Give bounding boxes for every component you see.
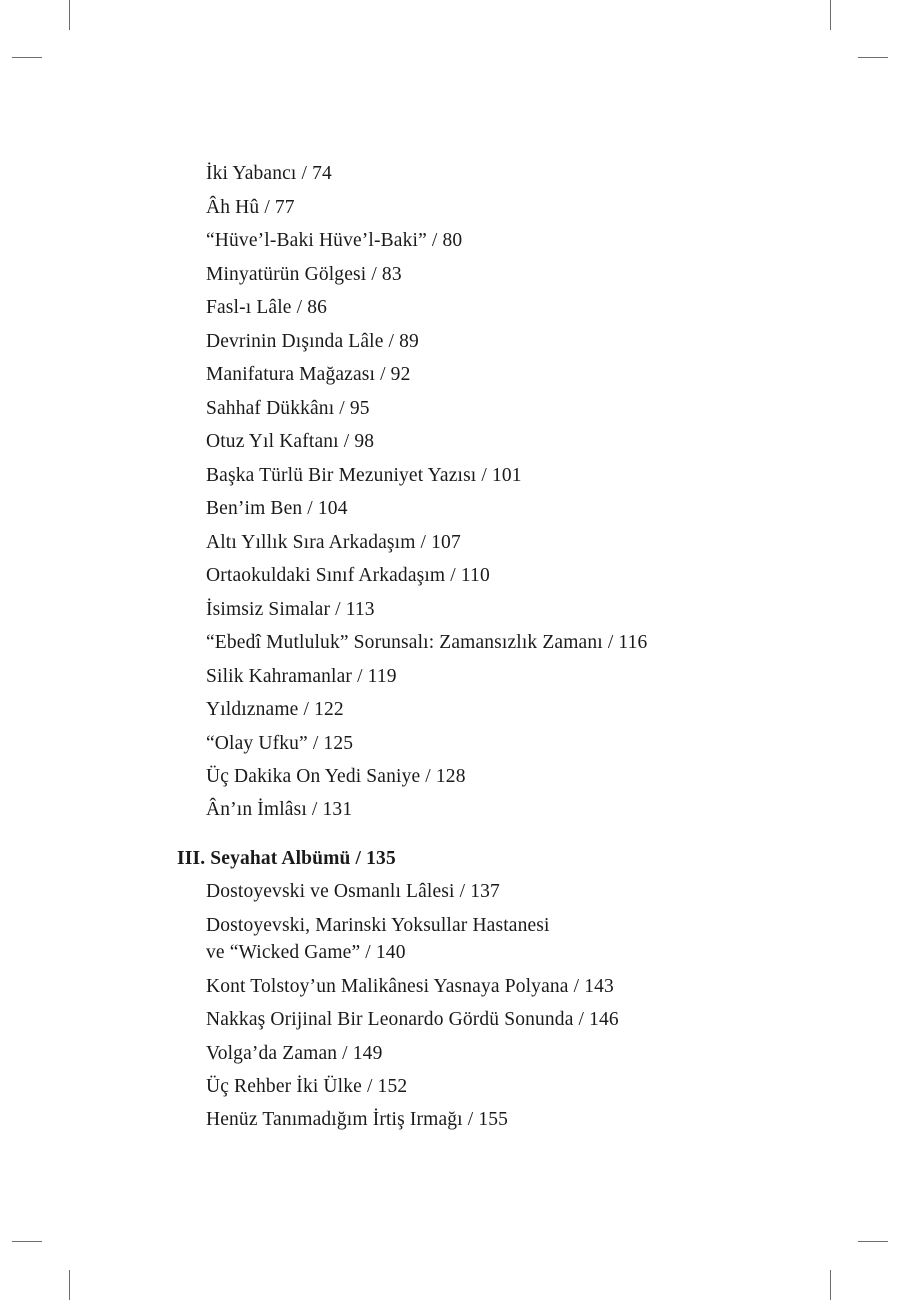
toc-entry: “Hüve’l-Baki Hüve’l-Baki” / 80 [206,230,463,251]
toc-entry: Volga’da Zaman / 149 [206,1043,383,1064]
toc-entry: “Ebedî Mutluluk” Sorunsalı: Zamansızlık Zamanı / 116 [206,632,648,653]
toc-entry: Dostoyevski ve Osmanlı Lâlesi / 137 [206,881,500,902]
section-heading: III. Seyahat Albümü / 135 [177,848,396,869]
toc-entry: Minyatürün Gölgesi / 83 [206,264,402,285]
toc-entry: Ortaokuldaki Sınıf Arkadaşım / 110 [206,565,490,586]
toc-entry: Üç Dakika On Yedi Saniye / 128 [206,766,466,787]
crop-mark-bottom-left [69,1270,70,1300]
crop-mark-bottom-left-h [12,1241,42,1242]
toc-entry: Manifatura Mağazası / 92 [206,364,411,385]
crop-mark-bottom-right [830,1270,831,1300]
toc-entry: Fasl-ı Lâle / 86 [206,297,327,318]
toc-entry: Silik Kahramanlar / 119 [206,666,397,687]
toc-entry: Otuz Yıl Kaftanı / 98 [206,431,375,452]
toc-entry: Kont Tolstoy’un Malikânesi Yasnaya Polyana / 143 [206,976,614,997]
toc-entry: Henüz Tanımadığım İrtiş Irmağı / 155 [206,1109,509,1130]
toc-entry: Ân’ın İmlâsı / 131 [206,799,353,820]
crop-mark-bottom-right-h [858,1241,888,1242]
crop-mark-top-left-h [12,57,42,58]
toc-entry-continuation: ve “Wicked Game” / 140 [206,942,406,963]
toc-entry: Yıldızname / 122 [206,699,344,720]
toc-entry: Ben’im Ben / 104 [206,498,348,519]
toc-entry: Sahhaf Dükkânı / 95 [206,398,370,419]
toc-entry: Dostoyevski, Marinski Yoksullar Hastanesi [206,915,550,936]
toc-entry: Âh Hû / 77 [206,197,295,218]
crop-mark-top-right [830,0,831,30]
crop-mark-top-right-h [858,57,888,58]
crop-mark-top-left [69,0,70,30]
toc-entry: İki Yabancı / 74 [206,163,332,184]
toc-entry: İsimsiz Simalar / 113 [206,599,375,620]
toc-entry: “Olay Ufku” / 125 [206,733,354,754]
toc-entry: Üç Rehber İki Ülke / 152 [206,1076,408,1097]
toc-entry: Nakkaş Orijinal Bir Leonardo Gördü Sonunda / 146 [206,1009,619,1030]
toc-entry: Devrinin Dışında Lâle / 89 [206,331,419,352]
toc-entry: Altı Yıllık Sıra Arkadaşım / 107 [206,532,461,553]
toc-entry: Başka Türlü Bir Mezuniyet Yazısı / 101 [206,465,522,486]
